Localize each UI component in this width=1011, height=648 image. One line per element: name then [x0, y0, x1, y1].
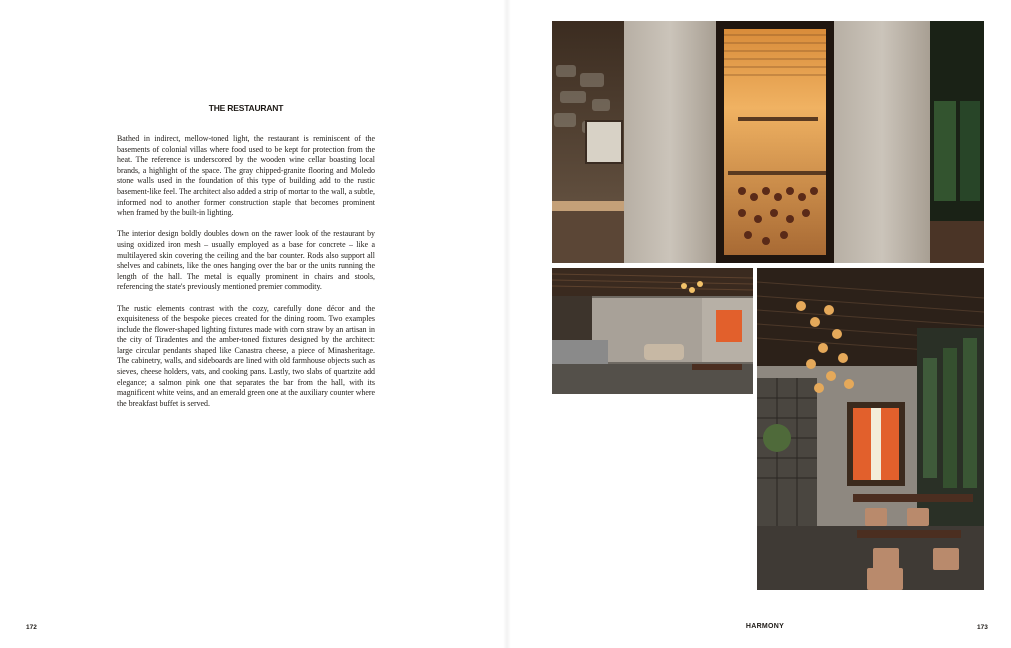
running-head: HARMONY	[745, 623, 785, 630]
paragraph: Bathed in indirect, mellow-toned light, the restaurant is reminiscent of the basements of colonial villas where food used to be kept for protection from the heat. The reference is underscored by the wooden wine cellar boasting local brands, a highlight of the space. The gray chipped-granite flooring and Moledo stone walls used in the foundation of this type of building add to the rustic basement-like feel. The architect also added a strip of mortar to the wall, a subtle, informed nod to another former construction staple that becomes prominent when framed by the built-in lighting.	[117, 134, 375, 218]
article-body	[117, 134, 375, 420]
page-number-left: 172	[26, 624, 37, 631]
section-title: THE RESTAURANT	[208, 103, 284, 113]
photo-bar-lounge	[552, 268, 753, 394]
photo-dining-room	[757, 268, 984, 590]
photo-wine-cellar	[552, 21, 984, 263]
paragraph: The interior design boldly doubles down on the rawer look of the restaurant by using oxidized iron mesh – usually employed as a base for concrete – like a multilayered skin covering the ceiling and the bar counter. Rods also support all shelves and cabinets, like the ones hanging over the bar or the units running the length of the hall. The metal is equally prominent in chairs and stools, referencing the state's previously mentioned premier commodity.	[117, 229, 375, 292]
paragraph: The rustic elements contrast with the cozy, carefully done décor and the exquisiteness of the bespoke pieces created for the dining room. Two examples include the flower-shaped lighting fixtures made with corn straw by an artisan in the city of Tiradentes and the amber-toned fixtures designed by the architect: large circular pendants shaped like Canastra cheese, a piece of Minasheritage. The cabinetry, walls, and sideboards are lined with old farmhouse objects such as sieves, cheese holders, vats, and cooking pans. Lastly, two slabs of quartzite add elegance; a salmon pink one that separates the bar from the hall, with its magnificent white veins, and an emerald green one at the auxiliary counter where the breakfast buffet is served.	[117, 303, 375, 408]
spine-gutter	[503, 0, 511, 648]
page-number-right: 173	[977, 624, 988, 631]
